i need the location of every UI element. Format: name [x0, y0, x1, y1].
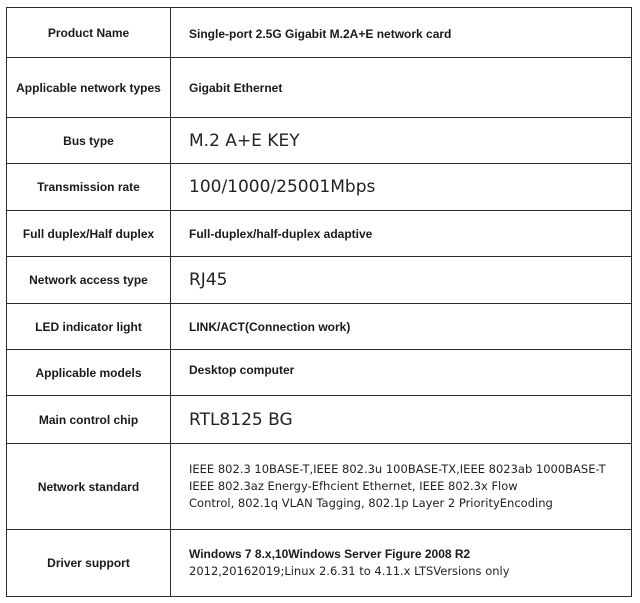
- row-value: [171, 396, 632, 444]
- value-text: M.2 A+E KEY: [189, 130, 300, 151]
- table-row: [7, 118, 632, 164]
- row-value: [171, 350, 632, 396]
- table-row: [7, 164, 632, 211]
- row-label: Applicable network types: [7, 58, 171, 118]
- row-value: [171, 257, 632, 304]
- table-row: [7, 444, 632, 530]
- row-label: Transmission rate: [7, 164, 171, 211]
- row-label: LED indicator light: [7, 304, 171, 350]
- value-line: IEEE 802.3az Energy-Efhcient Ethernet, IEEE 802.3x Flow: [189, 479, 518, 493]
- table-row: [7, 530, 632, 597]
- value-text: Single-port 2.5G Gigabit M.2A+E network card: [189, 27, 452, 41]
- value-text: Desktop computer: [189, 363, 295, 377]
- table-row: [7, 396, 632, 444]
- row-value: [171, 58, 632, 118]
- value-text: RJ45: [189, 270, 228, 290]
- table-row: [7, 8, 632, 58]
- value-text: RTL8125 BG: [189, 409, 293, 430]
- value-line: IEEE 802.3 10BASE-T,IEEE 802.3u 100BASE-TX,IEEE 8023ab 1000BASE-T: [189, 462, 606, 476]
- row-label: Driver support: [7, 530, 171, 597]
- row-value: [171, 530, 632, 597]
- row-label: Main control chip: [7, 396, 171, 444]
- value-line: Control, 802.1q VLAN Tagging, 802.1p Layer 2 PriorityEncoding: [189, 496, 553, 510]
- table-row: [7, 58, 632, 118]
- table-row: [7, 211, 632, 257]
- row-value: [171, 444, 632, 530]
- row-label: Full duplex/Half duplex: [7, 211, 171, 257]
- table-row: [7, 304, 632, 350]
- row-label: Product Name: [7, 8, 171, 58]
- row-value: [171, 8, 632, 58]
- row-label: Applicable models: [7, 350, 171, 396]
- row-label: Network access type: [7, 257, 171, 304]
- row-value: [171, 118, 632, 164]
- row-label: Bus type: [7, 118, 171, 164]
- value-text: 100/1000/25001Mbps: [189, 177, 376, 197]
- value-text: LINK/ACT(Connection work): [189, 319, 351, 334]
- spec-table: [6, 7, 632, 597]
- row-label: Network standard: [7, 444, 171, 530]
- table-row: [7, 257, 632, 304]
- row-value: [171, 211, 632, 257]
- row-value: [171, 304, 632, 350]
- table-row: [7, 350, 632, 396]
- value-text: Gigabit Ethernet: [189, 80, 283, 95]
- value-line: Windows 7 8.x,10Windows Server Figure 2008 R2: [189, 547, 471, 561]
- value-line: 2012,20162019;Linux 2.6.31 to 4.11.x LTSVersions only: [189, 564, 510, 578]
- row-value: [171, 164, 632, 211]
- value-text: Full-duplex/half-duplex adaptive: [189, 226, 373, 241]
